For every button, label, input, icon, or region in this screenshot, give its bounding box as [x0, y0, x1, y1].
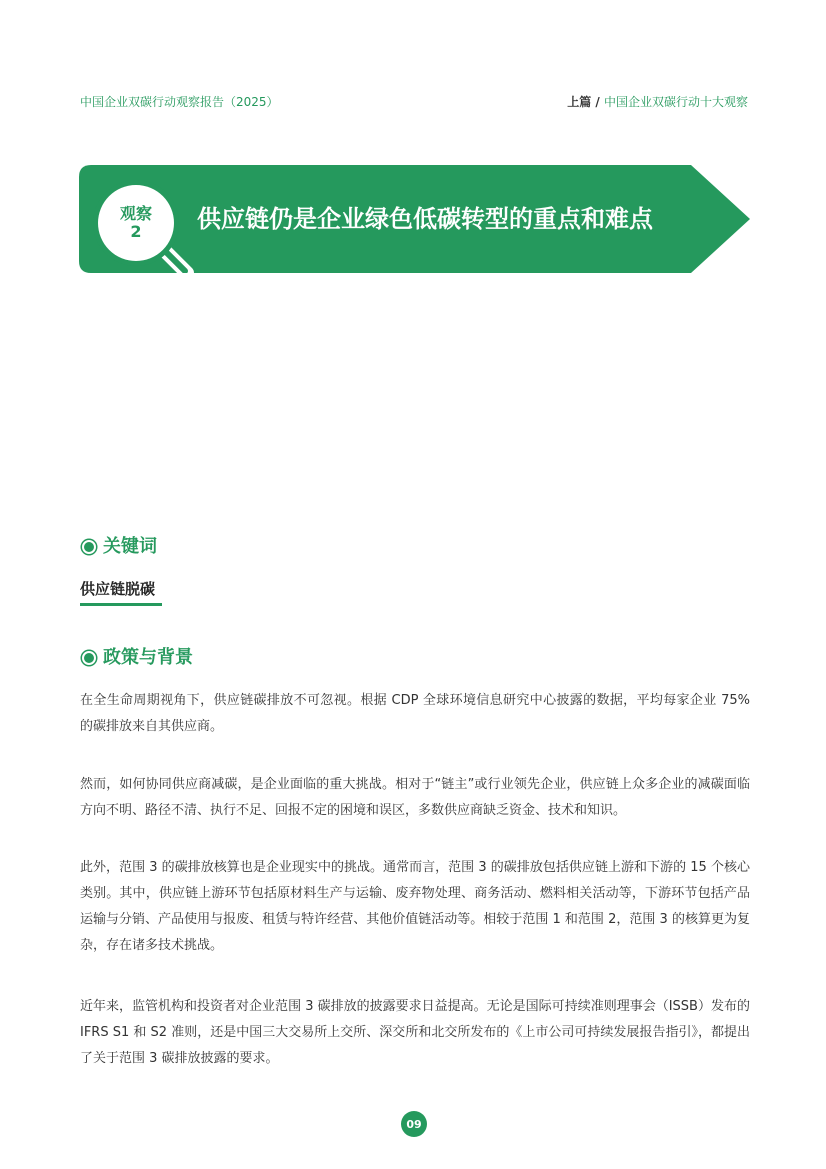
paragraph-2: 然而，如何协同供应商减碳，是企业面临的重大挑战。相对于“链主”或行业领先企业，供应链上众多企业的减碳面临方向不明、路径不清、执行不足、回报不定的困境和误区，多数供应商缺乏资金、技术和知识。 [80, 777, 750, 818]
policy-heading [80, 647, 193, 669]
page-number: 09 [401, 1111, 427, 1137]
policy-heading-label: 政策与背景 [103, 647, 193, 668]
bullet-dot-icon [82, 651, 96, 665]
breadcrumb-separator: / [591, 95, 604, 109]
observation-badge [93, 180, 179, 266]
paragraph-3: 此外，范围 3 的碳排放核算也是企业现实中的挑战。通常而言，范围 3 的碳排放包括供应链上游和下游的 15 个核心类别。其中，供应链上游环节包括原材料生产与运输、废弃物处理、商务活动、燃料相关活动等，下游环节包括产品运输与分销、产品使用与报废、租赁与特许经营、其他价值链活动等。相较于范围 1 和范围 2，范围 3 的核算更为复杂，存在诸多技术挑战。 [80, 860, 750, 953]
badge-number: 2 [130, 222, 142, 241]
report-title: 中国企业双碳行动观察报告（2025） [80, 95, 279, 109]
keywords-heading [80, 536, 157, 558]
badge-label: 观察 [119, 204, 152, 223]
section-part: 上篇 [567, 95, 592, 109]
paragraph-4: 近年来，监管机构和投资者对企业范围 3 碳排放的披露要求日益提高。无论是国际可持续准则理事会（ISSB）发布的 IFRS S1 和 S2 准则，还是中国三大交易所上交所、深交所和北交所发布的《上市公司可持续发展报告指引》，都提出了关于范围 3 碳排放披露的要求。 [80, 999, 750, 1066]
section-breadcrumb [567, 95, 748, 109]
section-title: 中国企业双碳行动十大观察 [603, 95, 748, 109]
keyword-underline [80, 603, 162, 606]
keywords-heading-label: 关键词 [103, 536, 157, 557]
observation-title: 供应链仍是企业绿色低碳转型的重点和难点 [197, 205, 653, 233]
keyword-term: 供应链脱碳 [80, 580, 156, 598]
paragraph-1: 在全生命周期视角下，供应链碳排放不可忽视。根据 CDP 全球环境信息研究中心披露的数据，平均每家企业 75% 的碳排放来自其供应商。 [80, 693, 750, 734]
bullet-dot-icon [82, 540, 96, 554]
